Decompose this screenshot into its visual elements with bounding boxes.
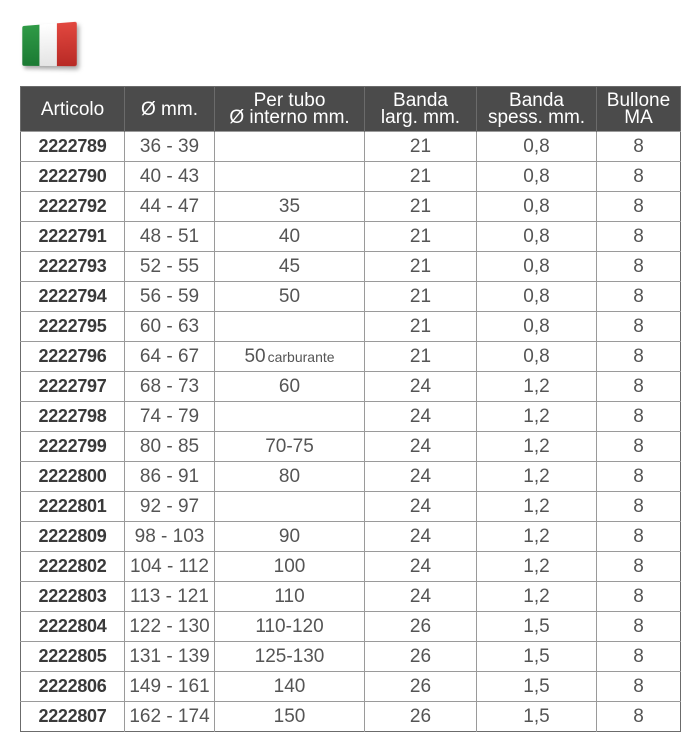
cell-articolo: 2222791 <box>21 222 125 252</box>
cell-articolo: 2222806 <box>21 672 125 702</box>
cell-banda-spess: 0,8 <box>477 282 597 312</box>
header-line: Banda <box>509 90 564 111</box>
header-articolo <box>21 87 125 132</box>
cell-per-tubo <box>215 132 365 162</box>
cell-banda-larg: 21 <box>365 222 477 252</box>
cell-bullone: 8 <box>597 672 681 702</box>
header-per-tubo <box>215 87 365 132</box>
cell-articolo: 2222804 <box>21 612 125 642</box>
header-banda-spess <box>477 87 597 132</box>
cell-diameter: 44 - 47 <box>125 192 215 222</box>
per-tubo-value: 50 <box>244 345 266 367</box>
cell-diameter: 68 - 73 <box>125 372 215 402</box>
cell-bullone: 8 <box>597 252 681 282</box>
table-row <box>21 522 681 552</box>
cell-per-tubo <box>215 432 365 462</box>
cell-diameter: 113 - 121 <box>125 582 215 612</box>
cell-banda-larg: 21 <box>365 132 477 162</box>
per-tubo-value: 110-120 <box>255 615 324 637</box>
cell-bullone: 8 <box>597 462 681 492</box>
cell-articolo: 2222796 <box>21 342 125 372</box>
cell-bullone: 8 <box>597 522 681 552</box>
cell-per-tubo <box>215 252 365 282</box>
table-row <box>21 552 681 582</box>
cell-articolo: 2222801 <box>21 492 125 522</box>
cell-banda-spess: 1,2 <box>477 432 597 462</box>
header-line: Bullone <box>606 90 671 111</box>
cell-bullone: 8 <box>597 222 681 252</box>
cell-diameter: 98 - 103 <box>125 522 215 552</box>
cell-banda-spess: 0,8 <box>477 252 597 282</box>
product-spec-table <box>20 86 681 732</box>
header-line: Per tubo <box>253 90 326 111</box>
cell-articolo: 2222809 <box>21 522 125 552</box>
per-tubo-value: 50 <box>278 285 301 307</box>
flag-green-band <box>22 25 39 66</box>
cell-banda-larg: 21 <box>365 342 477 372</box>
cell-per-tubo <box>215 162 365 192</box>
flag-red-band <box>57 22 77 67</box>
cell-banda-spess: 1,5 <box>477 612 597 642</box>
cell-banda-larg: 24 <box>365 432 477 462</box>
cell-banda-larg: 24 <box>365 462 477 492</box>
cell-per-tubo <box>215 282 365 312</box>
table-row <box>21 162 681 192</box>
table-row <box>21 342 681 372</box>
table-row <box>21 582 681 612</box>
cell-diameter: 122 - 130 <box>125 612 215 642</box>
cell-banda-larg: 24 <box>365 582 477 612</box>
table-row <box>21 222 681 252</box>
cell-diameter: 131 - 139 <box>125 642 215 672</box>
cell-articolo: 2222790 <box>21 162 125 192</box>
cell-diameter: 60 - 63 <box>125 312 215 342</box>
cell-bullone: 8 <box>597 642 681 672</box>
cell-per-tubo <box>215 462 365 492</box>
cell-banda-larg: 24 <box>365 492 477 522</box>
header-line: MA <box>624 107 653 128</box>
cell-bullone: 8 <box>597 492 681 522</box>
cell-banda-spess: 1,2 <box>477 462 597 492</box>
cell-banda-spess: 1,2 <box>477 582 597 612</box>
cell-banda-spess: 0,8 <box>477 132 597 162</box>
cell-per-tubo <box>215 672 365 702</box>
cell-banda-spess: 1,5 <box>477 702 597 732</box>
header-line: Banda <box>393 90 448 111</box>
cell-banda-spess: 0,8 <box>477 342 597 372</box>
cell-per-tubo <box>215 552 365 582</box>
cell-diameter: 104 - 112 <box>125 552 215 582</box>
cell-banda-spess: 0,8 <box>477 222 597 252</box>
table-row <box>21 132 681 162</box>
cell-banda-larg: 26 <box>365 672 477 702</box>
per-tubo-value: 90 <box>278 525 301 547</box>
table-body <box>21 132 681 732</box>
cell-per-tubo <box>215 342 365 372</box>
cell-banda-spess: 1,2 <box>477 372 597 402</box>
cell-articolo: 2222807 <box>21 702 125 732</box>
cell-articolo: 2222805 <box>21 642 125 672</box>
cell-banda-larg: 21 <box>365 252 477 282</box>
cell-articolo: 2222800 <box>21 462 125 492</box>
cell-diameter: 64 - 67 <box>125 342 215 372</box>
cell-bullone: 8 <box>597 192 681 222</box>
cell-per-tubo <box>215 402 365 432</box>
cell-articolo: 2222802 <box>21 552 125 582</box>
cell-articolo: 2222795 <box>21 312 125 342</box>
cell-articolo: 2222794 <box>21 282 125 312</box>
cell-articolo: 2222798 <box>21 402 125 432</box>
cell-articolo: 2222797 <box>21 372 125 402</box>
cell-bullone: 8 <box>597 402 681 432</box>
table-row <box>21 312 681 342</box>
cell-banda-spess: 1,2 <box>477 402 597 432</box>
cell-banda-larg: 26 <box>365 612 477 642</box>
cell-bullone: 8 <box>597 552 681 582</box>
per-tubo-value: 40 <box>278 225 301 247</box>
per-tubo-value: 35 <box>278 195 301 217</box>
header-line: Articolo <box>40 98 105 120</box>
cell-articolo: 2222789 <box>21 132 125 162</box>
table-row <box>21 612 681 642</box>
cell-banda-larg: 21 <box>365 282 477 312</box>
table-row <box>21 672 681 702</box>
flag-white-band <box>39 23 57 66</box>
per-tubo-note: carburante <box>267 348 335 365</box>
header-line: Ø mm. <box>141 98 198 120</box>
cell-diameter: 92 - 97 <box>125 492 215 522</box>
cell-per-tubo <box>215 312 365 342</box>
cell-banda-spess: 0,8 <box>477 162 597 192</box>
table-row <box>21 492 681 522</box>
per-tubo-value: 150 <box>273 705 306 727</box>
cell-banda-larg: 24 <box>365 552 477 582</box>
cell-articolo: 2222803 <box>21 582 125 612</box>
per-tubo-value: 110 <box>274 585 305 607</box>
cell-diameter: 80 - 85 <box>125 432 215 462</box>
header-banda-larg <box>365 87 477 132</box>
cell-banda-larg: 21 <box>365 312 477 342</box>
header-line: larg. mm. <box>380 107 461 128</box>
per-tubo-value: 140 <box>273 675 306 697</box>
cell-diameter: 52 - 55 <box>125 252 215 282</box>
cell-diameter: 36 - 39 <box>125 132 215 162</box>
cell-articolo: 2222799 <box>21 432 125 462</box>
cell-bullone: 8 <box>597 702 681 732</box>
cell-bullone: 8 <box>597 282 681 312</box>
cell-bullone: 8 <box>597 342 681 372</box>
table-row <box>21 402 681 432</box>
table-row <box>21 282 681 312</box>
cell-bullone: 8 <box>597 582 681 612</box>
cell-diameter: 48 - 51 <box>125 222 215 252</box>
cell-per-tubo <box>215 192 365 222</box>
cell-banda-larg: 26 <box>365 702 477 732</box>
cell-per-tubo <box>215 222 365 252</box>
cell-per-tubo <box>215 522 365 552</box>
cell-banda-spess: 1,2 <box>477 552 597 582</box>
table-header-row <box>21 87 681 132</box>
table-row <box>21 432 681 462</box>
per-tubo-value: 70-75 <box>265 435 314 457</box>
cell-banda-spess: 1,2 <box>477 492 597 522</box>
cell-banda-spess: 0,8 <box>477 192 597 222</box>
cell-articolo: 2222793 <box>21 252 125 282</box>
table-row <box>21 192 681 222</box>
cell-banda-larg: 21 <box>365 192 477 222</box>
cell-diameter: 86 - 91 <box>125 462 215 492</box>
header-diameter <box>125 87 215 132</box>
cell-diameter: 40 - 43 <box>125 162 215 192</box>
table-row <box>21 372 681 402</box>
per-tubo-value: 60 <box>278 375 301 397</box>
table-row <box>21 702 681 732</box>
cell-banda-larg: 21 <box>365 162 477 192</box>
cell-banda-spess: 1,5 <box>477 642 597 672</box>
italian-flag-icon <box>22 22 77 67</box>
per-tubo-value: 45 <box>278 255 301 277</box>
cell-per-tubo <box>215 582 365 612</box>
cell-bullone: 8 <box>597 162 681 192</box>
cell-diameter: 74 - 79 <box>125 402 215 432</box>
cell-per-tubo <box>215 642 365 672</box>
cell-banda-larg: 24 <box>365 402 477 432</box>
cell-bullone: 8 <box>597 312 681 342</box>
cell-articolo: 2222792 <box>21 192 125 222</box>
cell-per-tubo <box>215 702 365 732</box>
header-line: Ø interno mm. <box>229 107 350 128</box>
cell-banda-larg: 26 <box>365 642 477 672</box>
header-line: spess. mm. <box>487 107 586 128</box>
cell-banda-spess: 0,8 <box>477 312 597 342</box>
per-tubo-value: 100 <box>273 555 306 577</box>
cell-per-tubo <box>215 372 365 402</box>
cell-bullone: 8 <box>597 612 681 642</box>
cell-banda-larg: 24 <box>365 372 477 402</box>
per-tubo-value: 80 <box>278 465 301 487</box>
cell-bullone: 8 <box>597 372 681 402</box>
cell-banda-spess: 1,5 <box>477 672 597 702</box>
per-tubo-value: 125-130 <box>254 645 325 667</box>
cell-diameter: 149 - 161 <box>125 672 215 702</box>
cell-per-tubo <box>215 492 365 522</box>
header-bullone <box>597 87 681 132</box>
cell-diameter: 162 - 174 <box>125 702 215 732</box>
cell-bullone: 8 <box>597 132 681 162</box>
table-row <box>21 642 681 672</box>
cell-per-tubo <box>215 612 365 642</box>
cell-bullone: 8 <box>597 432 681 462</box>
cell-diameter: 56 - 59 <box>125 282 215 312</box>
table-row <box>21 252 681 282</box>
cell-banda-spess: 1,2 <box>477 522 597 552</box>
table-row <box>21 462 681 492</box>
cell-banda-larg: 24 <box>365 522 477 552</box>
